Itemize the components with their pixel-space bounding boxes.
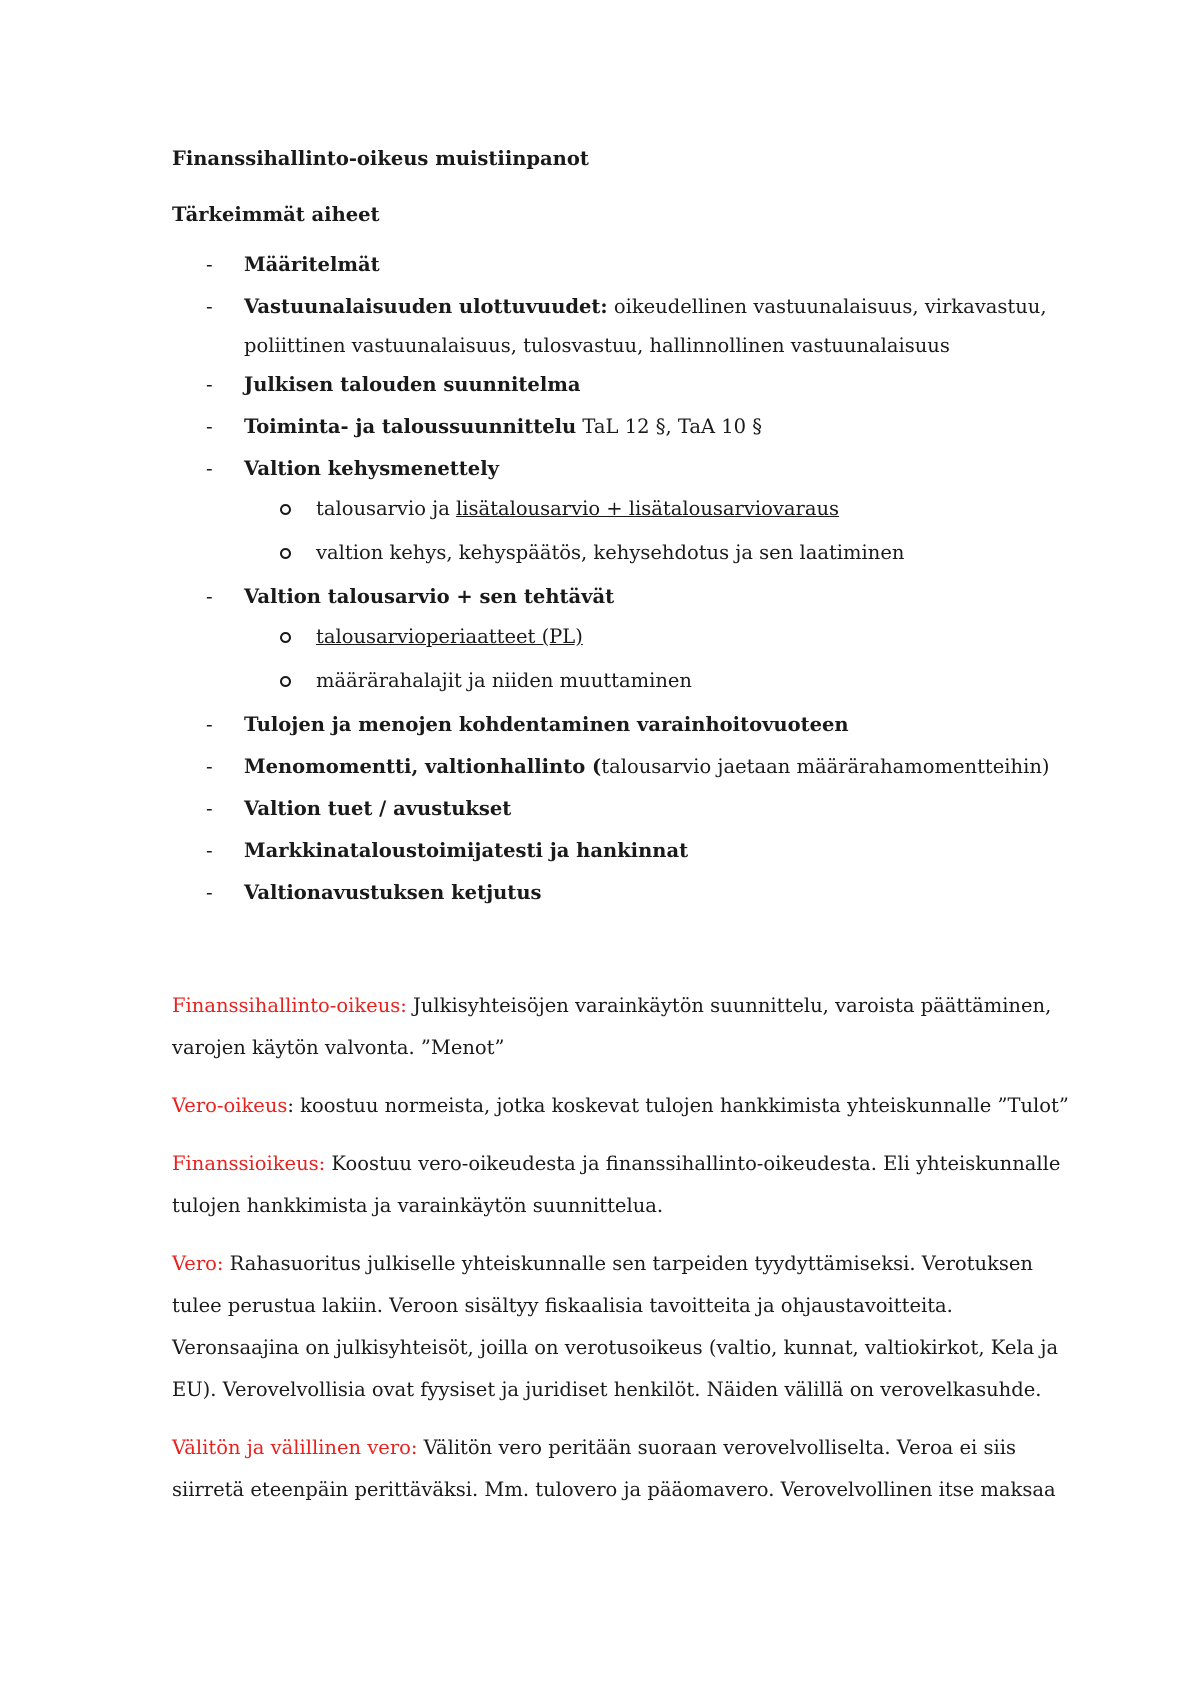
definitions-section <box>172 985 1072 1511</box>
topic-text: talousarvio jaetaan määrärahamomentteihin) <box>601 755 1050 778</box>
sub-item-underlined-text: lisätalousarvio + lisätalousarviovaraus <box>456 497 840 520</box>
list-item <box>172 413 1072 441</box>
definition-paragraph <box>172 1243 1072 1411</box>
topic-label: Valtionavustuksen ketjutus <box>244 881 542 904</box>
section-heading: Tärkeimmät aiheet <box>172 203 380 226</box>
definition-term: Vero: <box>172 1252 224 1275</box>
dash-bullet-icon: - <box>206 839 213 862</box>
definition-term: Finanssioikeus: <box>172 1152 326 1175</box>
topic-label: Määritelmät <box>244 253 380 276</box>
definition-paragraph <box>172 1427 1072 1511</box>
dash-bullet-icon: - <box>206 881 213 904</box>
list-item <box>172 753 1072 781</box>
dash-bullet-icon: - <box>206 457 213 480</box>
sub-list-item <box>244 623 1072 651</box>
definition-text: Rahasuoritus julkiselle yhteiskunnalle sen tarpeiden tyydyttämiseksi. Verotuksen tulee perustua lakiin. Veroon sisältyy fiskaalisia tavoitteita ja ohjaustavoitteita. Veronsaajina on julkisyhteisöt, joilla on verotusoikeus (valtio, kunnat, valtiokirkot, Kela ja EU). Verovelvollisia ovat fyysiset ja juridiset henkilöt. Näiden välillä on verovelkasuhde. <box>172 1252 1059 1401</box>
dash-bullet-icon: - <box>206 415 213 438</box>
definition-text: : koostuu normeista, jotka koskevat tulojen hankkimista yhteiskunnalle ”Tulot” <box>287 1094 1069 1117</box>
sub-item-text: määrärahalajit ja niiden muuttaminen <box>316 669 692 692</box>
definition-text: Koostuu vero-oikeudesta ja finanssihallinto-oikeudesta. Eli yhteiskunnalle tulojen hankkimista ja varainkäytön suunnittelua. <box>172 1152 1061 1217</box>
definition-paragraph <box>172 985 1072 1069</box>
definition-paragraph <box>172 1143 1072 1227</box>
topic-label: Markkinataloustoimijatesti ja hankinnat <box>244 839 689 862</box>
dash-bullet-icon: - <box>206 713 213 736</box>
sub-item-underlined-text: talousarvioperiaatteet (PL) <box>316 625 583 648</box>
topic-label: Toiminta- ja taloussuunnittelu <box>244 415 577 438</box>
sub-list-item <box>244 667 1072 695</box>
list-item <box>172 455 1072 567</box>
list-item <box>172 583 1072 695</box>
list-item <box>172 711 1072 739</box>
document-content <box>172 145 1072 1527</box>
sub-list-item <box>244 539 1072 567</box>
topic-label: Valtion talousarvio + sen tehtävät <box>244 585 615 608</box>
sub-item-text: valtion kehys, kehyspäätös, kehysehdotus ja sen laatiminen <box>316 541 905 564</box>
circle-bullet-icon <box>280 548 291 559</box>
sub-list <box>244 495 1072 567</box>
dash-bullet-icon: - <box>206 295 213 318</box>
topic-text: oikeudellinen vastuunalaisuus, virkavastuu, poliittinen vastuunalaisuus, tulosvastuu, hallinnollinen vastuunalaisuus <box>244 295 1047 357</box>
topic-label: Menomomentti, valtionhallinto ( <box>244 755 602 778</box>
definition-text: Julkisyhteisöjen varainkäytön suunnittelu, varoista päättäminen, varojen käytön valvonta. ”Menot” <box>172 994 1052 1059</box>
circle-bullet-icon <box>280 504 291 515</box>
list-item <box>172 251 1072 279</box>
sub-list <box>244 623 1072 695</box>
definition-term: Finanssihallinto-oikeus: <box>172 994 407 1017</box>
circle-bullet-icon <box>280 632 291 643</box>
list-item <box>172 879 1072 907</box>
topic-text: TaL 12 §, TaA 10 § <box>576 415 763 438</box>
dash-bullet-icon: - <box>206 755 213 778</box>
list-item <box>172 287 1072 365</box>
sub-item-text: talousarvio ja <box>316 497 457 520</box>
document-title: Finanssihallinto-oikeus muistiinpanot <box>172 147 589 170</box>
sub-list-item <box>244 495 1072 523</box>
topic-label: Tulojen ja menojen kohdentaminen varainhoitovuoteen <box>244 713 849 736</box>
definition-text: Välitön vero peritään suoraan verovelvolliselta. Veroa ei siis siirretä eteenpäin perittäväksi. Mm. tulovero ja pääomavero. Verovelvollinen itse maksaa <box>172 1436 1056 1501</box>
circle-bullet-icon <box>280 676 291 687</box>
dash-bullet-icon: - <box>206 373 213 396</box>
dash-bullet-icon: - <box>206 797 213 820</box>
dash-bullet-icon: - <box>206 585 213 608</box>
topics-list <box>172 251 1072 907</box>
topic-label: Valtion tuet / avustukset <box>244 797 512 820</box>
topic-label: Valtion kehysmenettely <box>244 457 499 480</box>
topic-label: Julkisen talouden suunnitelma <box>244 373 581 396</box>
topic-label: Vastuunalaisuuden ulottuvuudet: <box>244 295 608 318</box>
definition-term: Vero-oikeus <box>172 1094 288 1117</box>
definition-term: Välitön ja välillinen vero: <box>172 1436 418 1459</box>
list-item <box>172 795 1072 823</box>
list-item <box>172 837 1072 865</box>
dash-bullet-icon: - <box>206 253 213 276</box>
definition-paragraph <box>172 1085 1072 1127</box>
list-item <box>172 371 1072 399</box>
